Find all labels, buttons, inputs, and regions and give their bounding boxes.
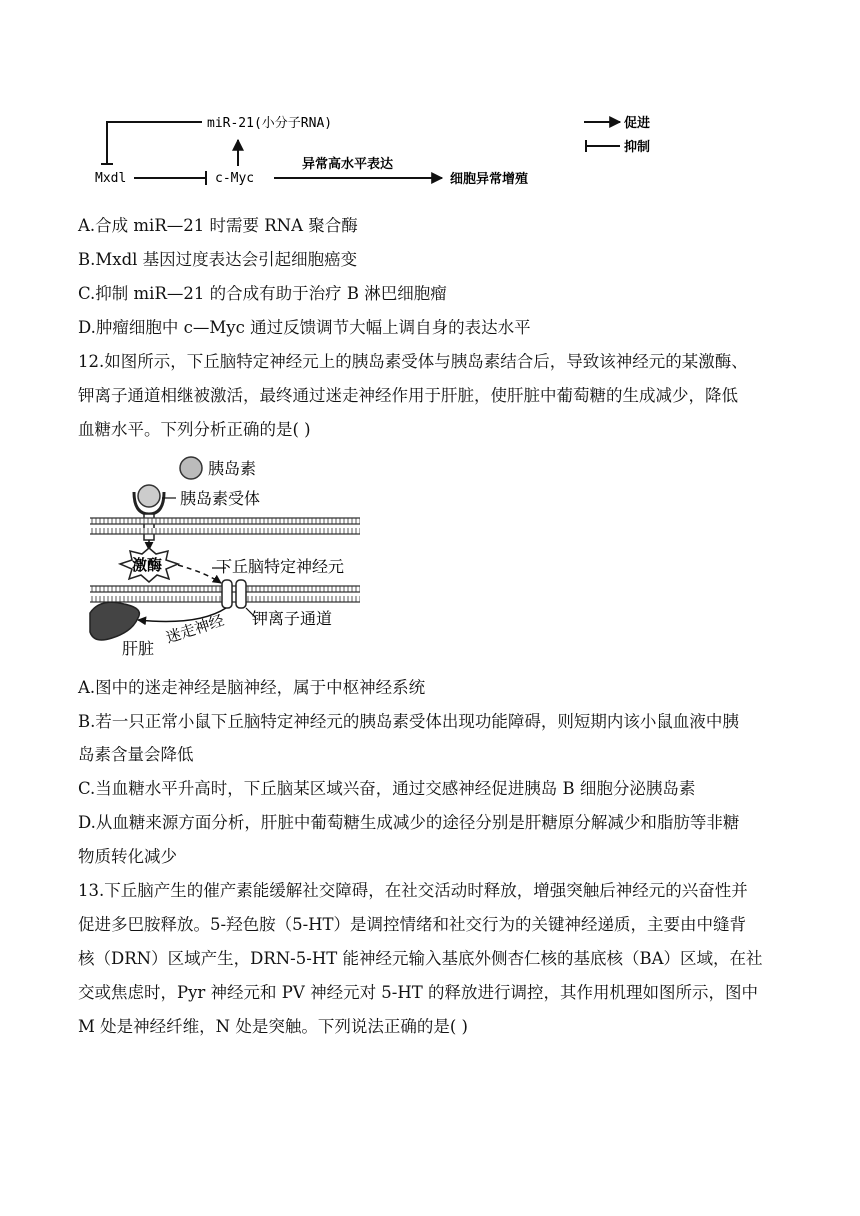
q13-stem-line-5: M 处是神经纤维，N 处是突触。下列说法正确的是( ) [78,1017,468,1036]
q12-stem-line-2: 钾离子通道相继被激活，最终通过迷走神经作用于肝脏，使肝脏中葡萄糖的生成减少，降低 [78,386,738,405]
q13-stem-line-1: 13.下丘脑产生的催产素能缓解社交障碍，在社交活动时释放，增强突触后神经元的兴奋性并 [78,881,748,900]
q11-option-a: A.合成 miR—21 时需要 RNA 聚合酶 [78,216,358,235]
q13-stem-line-4: 交或焦虑时，Pyr 神经元和 PV 神经元对 5-HT 的释放进行调控，其作用机理如图所示，图中 [78,983,759,1002]
legend-promote-label: 促进 [624,116,651,131]
legend-inhibit-label: 抑制 [624,140,651,155]
upper-cell-membrane [90,518,360,534]
mir21-regulation-diagram [92,104,672,194]
q12-stem-line-3: 血糖水平。下列分析正确的是( ) [78,420,311,439]
vagus-label: 迷走神经 [163,611,227,647]
mir21-label: miR-21(小分子RNA) [207,116,333,131]
liver-label: 肝脏 [122,639,155,658]
insulin-label: 胰岛素 [208,459,257,478]
mxdl-label: Mxdl [95,171,127,186]
q12-stem-line-1: 12.如图所示，下丘脑特定神经元上的胰岛素受体与胰岛素结合后，导致该神经元的某激酶、 [78,352,748,371]
insulin-neuron-diagram [86,448,376,663]
q11-option-b: B.Mxdl 基因过度表达会引起细胞癌变 [78,250,358,269]
q13-stem-line-3: 核（DRN）区域产生，DRN-5-HT 能神经元输入基底外侧杏仁核的基底核（BA）区域，在社 [78,949,763,968]
q13-stem-line-2: 促进多巴胺释放。5-羟色胺（5-HT）是调控情绪和社交行为的关键神经递质，主要由中缝背 [78,915,747,934]
q12-option-b-line-2: 岛素含量会降低 [78,745,194,764]
k-channel-label: 钾离子通道 [252,609,333,628]
insulin-molecule-icon [180,457,202,479]
cmyc-label: c-Myc [215,171,255,186]
q12-option-b-line-1: B.若一只正常小鼠下丘脑特定神经元的胰岛素受体出现功能障碍，则短期内该小鼠血液中胰 [78,712,739,731]
q12-option-c: C.当血糖水平升高时，下丘脑某区域兴奋，通过交感神经促进胰岛 B 细胞分泌胰岛素 [78,779,696,798]
mxdl-to-mir21-inhibit-line [101,122,202,164]
potassium-channel-icon [222,580,246,608]
high-expression-label: 异常高水平表达 [302,157,394,172]
q11-option-d: D.肿瘤细胞中 c—Myc 通过反馈调节大幅上调自身的表达水平 [78,318,531,337]
proliferation-label: 细胞异常增殖 [450,172,529,187]
q11-option-c: C.抑制 miR—21 的合成有助于治疗 B 淋巴细胞瘤 [78,284,447,303]
mxdl-to-cmyc-inhibit-line [134,171,206,185]
q12-option-d-line-2: 物质转化减少 [78,847,177,866]
q12-option-a: A.图中的迷走神经是脑神经，属于中枢神经系统 [78,678,426,697]
receptor-label: 胰岛素受体 [180,489,261,508]
neuron-label: 下丘脑特定神经元 [216,557,345,576]
kinase-label: 激酶 [132,556,163,574]
liver-icon [90,602,139,640]
q12-option-d-line-1: D.从血糖来源方面分析，肝脏中葡萄糖生成减少的途径分别是肝糖原分解减少和脂肪等非糖 [78,813,740,832]
